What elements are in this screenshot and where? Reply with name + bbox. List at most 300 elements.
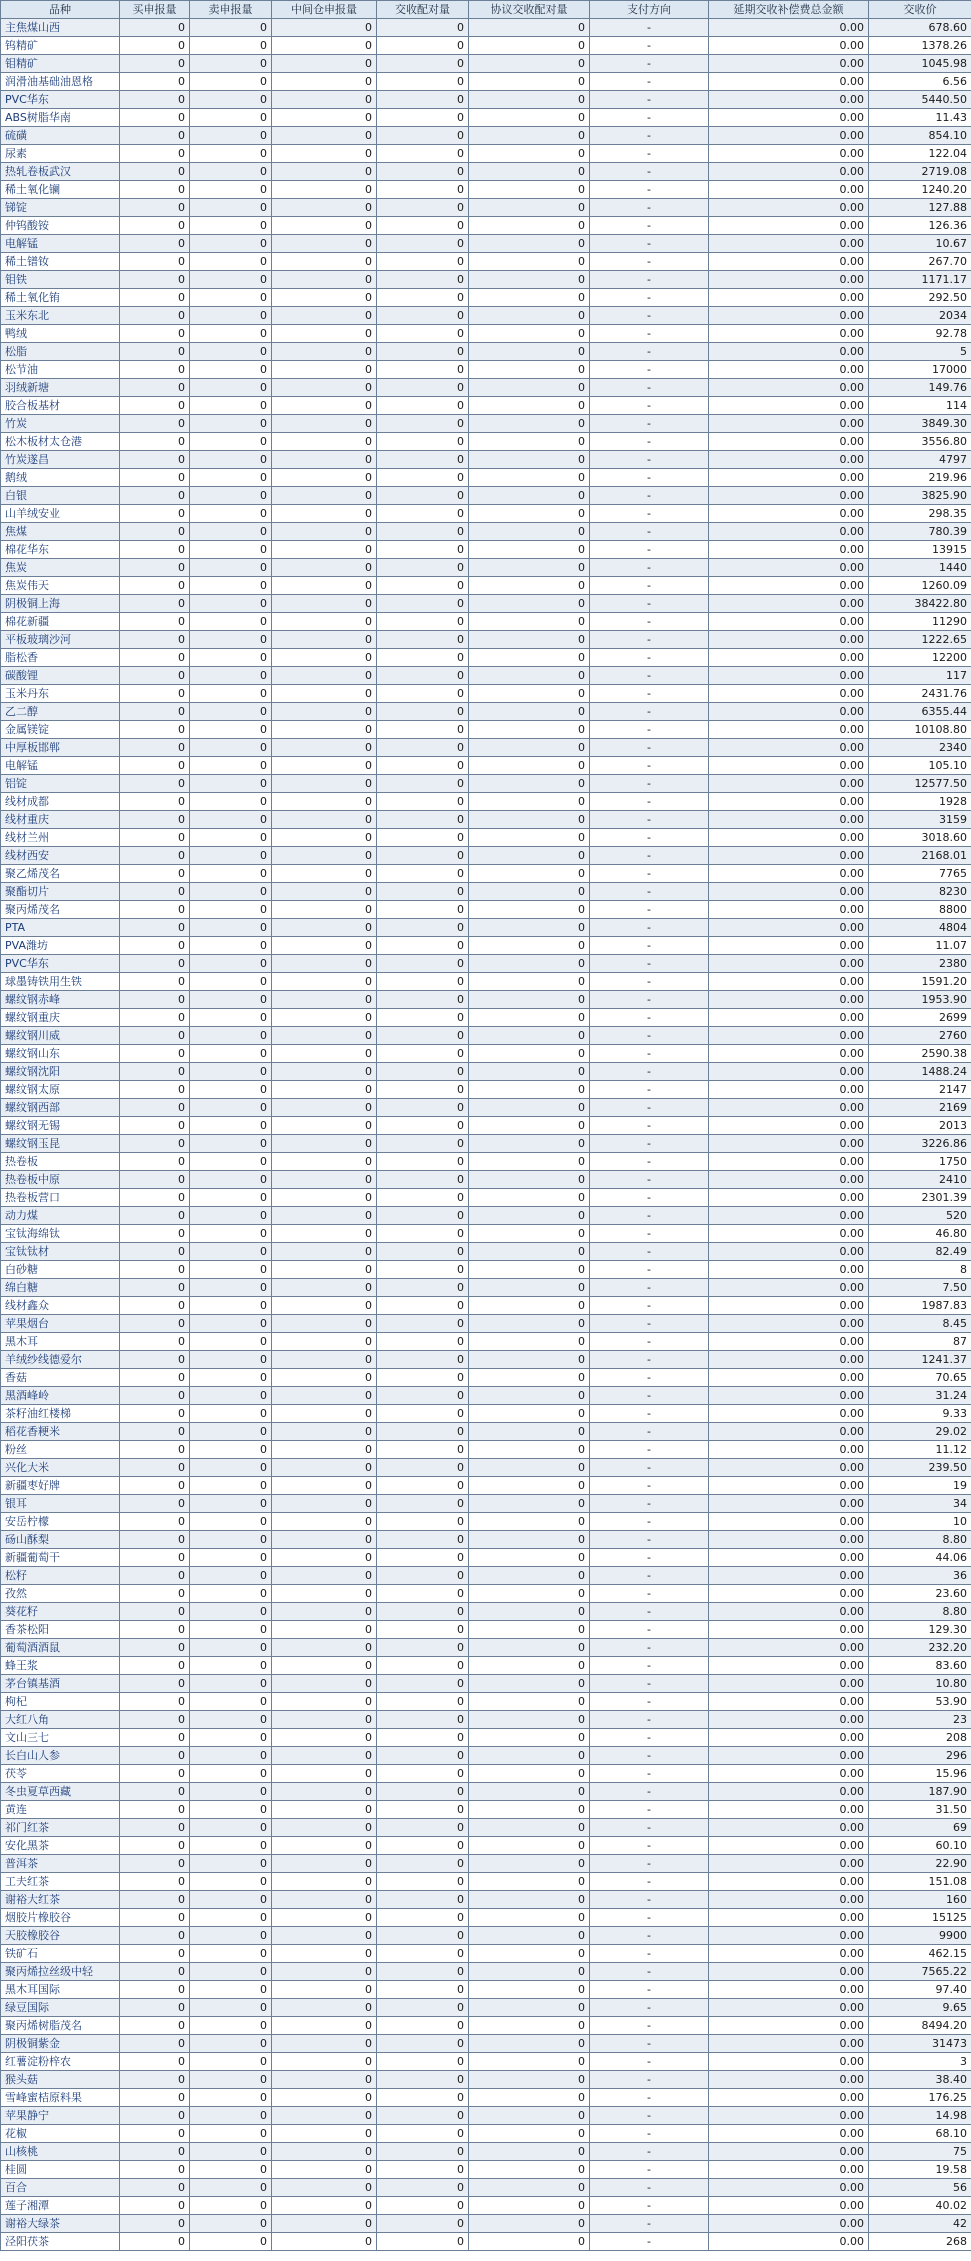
cell-matched-volume: 0: [377, 1027, 469, 1045]
cell-middle-warehouse: 0: [272, 865, 377, 883]
cell-variety: 苹果烟台: [1, 1315, 120, 1333]
cell-compensation-total: 0.00: [709, 559, 869, 577]
cell-variety: 安岳柠檬: [1, 1513, 120, 1531]
cell-sell-declared: 0: [190, 2071, 272, 2089]
cell-buy-declared: 0: [120, 1981, 190, 1999]
cell-agreement-matched: 0: [469, 2179, 590, 2197]
cell-delivery-price: 38.40: [869, 2071, 971, 2089]
cell-delivery-price: 854.10: [869, 127, 971, 145]
cell-payment-direction: -: [590, 721, 709, 739]
cell-middle-warehouse: 0: [272, 1549, 377, 1567]
cell-compensation-total: 0.00: [709, 1027, 869, 1045]
cell-delivery-price: 1987.83: [869, 1297, 971, 1315]
cell-matched-volume: 0: [377, 901, 469, 919]
cell-variety: 螺纹钢玉昆: [1, 1135, 120, 1153]
cell-agreement-matched: 0: [469, 415, 590, 433]
cell-delivery-price: 19.58: [869, 2161, 971, 2179]
cell-compensation-total: 0.00: [709, 1171, 869, 1189]
cell-variety: 山羊绒安业: [1, 505, 120, 523]
cell-delivery-price: 8.80: [869, 1531, 971, 1549]
cell-buy-declared: 0: [120, 1513, 190, 1531]
cell-compensation-total: 0.00: [709, 613, 869, 631]
cell-compensation-total: 0.00: [709, 1441, 869, 1459]
table-row: [1, 1153, 971, 1171]
cell-buy-declared: 0: [120, 1405, 190, 1423]
cell-payment-direction: -: [590, 2053, 709, 2071]
cell-buy-declared: 0: [120, 1441, 190, 1459]
cell-agreement-matched: 0: [469, 1423, 590, 1441]
cell-payment-direction: -: [590, 91, 709, 109]
cell-sell-declared: 0: [190, 1513, 272, 1531]
cell-sell-declared: 0: [190, 73, 272, 91]
cell-delivery-price: 70.65: [869, 1369, 971, 1387]
cell-sell-declared: 0: [190, 1279, 272, 1297]
cell-variety: 葡萄酒酒鼠: [1, 1639, 120, 1657]
cell-agreement-matched: 0: [469, 469, 590, 487]
table-row: [1, 1657, 971, 1675]
cell-sell-declared: 0: [190, 667, 272, 685]
cell-delivery-price: 1440: [869, 559, 971, 577]
cell-payment-direction: -: [590, 397, 709, 415]
cell-middle-warehouse: 0: [272, 1477, 377, 1495]
table-row: [1, 487, 971, 505]
cell-sell-declared: 0: [190, 1027, 272, 1045]
cell-variety: 黑酒峰岭: [1, 1387, 120, 1405]
cell-matched-volume: 0: [377, 703, 469, 721]
cell-compensation-total: 0.00: [709, 145, 869, 163]
cell-agreement-matched: 0: [469, 757, 590, 775]
cell-matched-volume: 0: [377, 361, 469, 379]
cell-agreement-matched: 0: [469, 1243, 590, 1261]
cell-buy-declared: 0: [120, 1189, 190, 1207]
cell-compensation-total: 0.00: [709, 1297, 869, 1315]
cell-agreement-matched: 0: [469, 289, 590, 307]
cell-payment-direction: -: [590, 127, 709, 145]
cell-compensation-total: 0.00: [709, 2071, 869, 2089]
cell-sell-declared: 0: [190, 991, 272, 1009]
cell-agreement-matched: 0: [469, 541, 590, 559]
cell-delivery-price: 60.10: [869, 1837, 971, 1855]
cell-agreement-matched: 0: [469, 2143, 590, 2161]
cell-matched-volume: 0: [377, 2215, 469, 2233]
cell-buy-declared: 0: [120, 325, 190, 343]
cell-matched-volume: 0: [377, 1045, 469, 1063]
cell-sell-declared: 0: [190, 2053, 272, 2071]
cell-payment-direction: -: [590, 865, 709, 883]
cell-delivery-price: 3226.86: [869, 1135, 971, 1153]
cell-agreement-matched: 0: [469, 1333, 590, 1351]
cell-matched-volume: 0: [377, 1189, 469, 1207]
cell-variety: 棉花华东: [1, 541, 120, 559]
cell-payment-direction: -: [590, 325, 709, 343]
cell-agreement-matched: 0: [469, 1441, 590, 1459]
cell-sell-declared: 0: [190, 1855, 272, 1873]
cell-payment-direction: -: [590, 1765, 709, 1783]
cell-payment-direction: -: [590, 181, 709, 199]
cell-sell-declared: 0: [190, 1873, 272, 1891]
cell-compensation-total: 0.00: [709, 793, 869, 811]
cell-delivery-price: 127.88: [869, 199, 971, 217]
cell-sell-declared: 0: [190, 739, 272, 757]
cell-delivery-price: 8494.20: [869, 2017, 971, 2035]
cell-buy-declared: 0: [120, 379, 190, 397]
table-row: [1, 1837, 971, 1855]
cell-matched-volume: 0: [377, 1441, 469, 1459]
cell-buy-declared: 0: [120, 1009, 190, 1027]
cell-middle-warehouse: 0: [272, 1675, 377, 1693]
cell-compensation-total: 0.00: [709, 1783, 869, 1801]
cell-matched-volume: 0: [377, 253, 469, 271]
cell-middle-warehouse: 0: [272, 2107, 377, 2125]
cell-matched-volume: 0: [377, 631, 469, 649]
cell-delivery-price: 462.15: [869, 1945, 971, 1963]
cell-variety: 螺纹钢川威: [1, 1027, 120, 1045]
table-row: [1, 1855, 971, 1873]
cell-matched-volume: 0: [377, 1981, 469, 1999]
table-row: [1, 307, 971, 325]
cell-delivery-price: 23.60: [869, 1585, 971, 1603]
cell-sell-declared: 0: [190, 1999, 272, 2017]
cell-matched-volume: 0: [377, 145, 469, 163]
cell-variety: 大红八角: [1, 1711, 120, 1729]
cell-agreement-matched: 0: [469, 883, 590, 901]
cell-buy-declared: 0: [120, 1315, 190, 1333]
table-row: [1, 1783, 971, 1801]
cell-sell-declared: 0: [190, 523, 272, 541]
cell-middle-warehouse: 0: [272, 613, 377, 631]
cell-sell-declared: 0: [190, 703, 272, 721]
cell-compensation-total: 0.00: [709, 1387, 869, 1405]
cell-buy-declared: 0: [120, 883, 190, 901]
cell-matched-volume: 0: [377, 811, 469, 829]
cell-middle-warehouse: 0: [272, 181, 377, 199]
cell-matched-volume: 0: [377, 91, 469, 109]
cell-payment-direction: -: [590, 1243, 709, 1261]
header-middle-warehouse: 中间仓申报量: [272, 1, 377, 19]
cell-buy-declared: 0: [120, 1279, 190, 1297]
cell-middle-warehouse: 0: [272, 919, 377, 937]
cell-agreement-matched: 0: [469, 973, 590, 991]
cell-buy-declared: 0: [120, 775, 190, 793]
cell-variety: 平板玻璃沙河: [1, 631, 120, 649]
cell-sell-declared: 0: [190, 487, 272, 505]
cell-middle-warehouse: 0: [272, 1873, 377, 1891]
cell-agreement-matched: 0: [469, 271, 590, 289]
cell-compensation-total: 0.00: [709, 1405, 869, 1423]
cell-middle-warehouse: 0: [272, 2179, 377, 2197]
table-row: [1, 19, 971, 37]
cell-agreement-matched: 0: [469, 1711, 590, 1729]
cell-agreement-matched: 0: [469, 2071, 590, 2089]
cell-agreement-matched: 0: [469, 19, 590, 37]
cell-middle-warehouse: 0: [272, 289, 377, 307]
cell-buy-declared: 0: [120, 127, 190, 145]
cell-matched-volume: 0: [377, 1531, 469, 1549]
cell-middle-warehouse: 0: [272, 1603, 377, 1621]
cell-matched-volume: 0: [377, 1495, 469, 1513]
cell-agreement-matched: 0: [469, 1999, 590, 2017]
table-row: [1, 1675, 971, 1693]
table-row: [1, 1081, 971, 1099]
table-row: [1, 1981, 971, 1999]
cell-payment-direction: -: [590, 1531, 709, 1549]
cell-payment-direction: -: [590, 1333, 709, 1351]
cell-sell-declared: 0: [190, 433, 272, 451]
header-variety: 品种: [1, 1, 120, 19]
cell-payment-direction: -: [590, 1009, 709, 1027]
cell-matched-volume: 0: [377, 847, 469, 865]
table-row: [1, 1549, 971, 1567]
cell-compensation-total: 0.00: [709, 541, 869, 559]
cell-buy-declared: 0: [120, 235, 190, 253]
cell-delivery-price: 6355.44: [869, 703, 971, 721]
cell-middle-warehouse: 0: [272, 1081, 377, 1099]
table-row: [1, 1999, 971, 2017]
cell-agreement-matched: 0: [469, 1225, 590, 1243]
cell-matched-volume: 0: [377, 1999, 469, 2017]
cell-payment-direction: -: [590, 1369, 709, 1387]
cell-payment-direction: -: [590, 1549, 709, 1567]
cell-payment-direction: -: [590, 523, 709, 541]
cell-sell-declared: 0: [190, 1657, 272, 1675]
cell-compensation-total: 0.00: [709, 505, 869, 523]
cell-variety: 松节油: [1, 361, 120, 379]
cell-middle-warehouse: 0: [272, 2215, 377, 2233]
cell-compensation-total: 0.00: [709, 1081, 869, 1099]
cell-middle-warehouse: 0: [272, 2143, 377, 2161]
cell-buy-declared: 0: [120, 613, 190, 631]
table-row: [1, 1315, 971, 1333]
table-row: [1, 127, 971, 145]
cell-delivery-price: 219.96: [869, 469, 971, 487]
cell-middle-warehouse: 0: [272, 361, 377, 379]
cell-buy-declared: 0: [120, 361, 190, 379]
cell-buy-declared: 0: [120, 1639, 190, 1657]
cell-middle-warehouse: 0: [272, 397, 377, 415]
cell-payment-direction: -: [590, 109, 709, 127]
cell-variety: 中厚板邯郸: [1, 739, 120, 757]
cell-payment-direction: -: [590, 1891, 709, 1909]
cell-agreement-matched: 0: [469, 1027, 590, 1045]
cell-matched-volume: 0: [377, 1945, 469, 1963]
cell-delivery-price: 3825.90: [869, 487, 971, 505]
cell-delivery-price: 7565.22: [869, 1963, 971, 1981]
cell-middle-warehouse: 0: [272, 685, 377, 703]
table-row: [1, 1243, 971, 1261]
cell-buy-declared: 0: [120, 415, 190, 433]
cell-delivery-price: 1378.26: [869, 37, 971, 55]
cell-compensation-total: 0.00: [709, 1693, 869, 1711]
cell-variety: 阴极铜紫金: [1, 2035, 120, 2053]
cell-matched-volume: 0: [377, 2017, 469, 2035]
cell-buy-declared: 0: [120, 1549, 190, 1567]
cell-compensation-total: 0.00: [709, 1333, 869, 1351]
cell-matched-volume: 0: [377, 217, 469, 235]
table-row: [1, 2017, 971, 2035]
cell-compensation-total: 0.00: [709, 1279, 869, 1297]
cell-payment-direction: -: [590, 1135, 709, 1153]
cell-variety: 银耳: [1, 1495, 120, 1513]
cell-buy-declared: 0: [120, 1855, 190, 1873]
cell-buy-declared: 0: [120, 469, 190, 487]
cell-middle-warehouse: 0: [272, 721, 377, 739]
cell-agreement-matched: 0: [469, 2161, 590, 2179]
cell-buy-declared: 0: [120, 1351, 190, 1369]
cell-middle-warehouse: 0: [272, 325, 377, 343]
cell-sell-declared: 0: [190, 1945, 272, 1963]
cell-buy-declared: 0: [120, 793, 190, 811]
cell-compensation-total: 0.00: [709, 397, 869, 415]
cell-middle-warehouse: 0: [272, 991, 377, 1009]
cell-compensation-total: 0.00: [709, 1261, 869, 1279]
cell-buy-declared: 0: [120, 649, 190, 667]
cell-matched-volume: 0: [377, 1171, 469, 1189]
cell-matched-volume: 0: [377, 451, 469, 469]
cell-variety: 砀山酥梨: [1, 1531, 120, 1549]
table-row: [1, 541, 971, 559]
cell-middle-warehouse: 0: [272, 1585, 377, 1603]
table-row: [1, 1441, 971, 1459]
cell-payment-direction: -: [590, 2107, 709, 2125]
cell-delivery-price: 2380: [869, 955, 971, 973]
cell-middle-warehouse: 0: [272, 271, 377, 289]
cell-payment-direction: -: [590, 451, 709, 469]
cell-compensation-total: 0.00: [709, 1675, 869, 1693]
cell-payment-direction: -: [590, 1585, 709, 1603]
cell-buy-declared: 0: [120, 2125, 190, 2143]
cell-matched-volume: 0: [377, 127, 469, 145]
cell-matched-volume: 0: [377, 721, 469, 739]
cell-delivery-price: 1953.90: [869, 991, 971, 1009]
cell-compensation-total: 0.00: [709, 1657, 869, 1675]
cell-buy-declared: 0: [120, 91, 190, 109]
cell-delivery-price: 208: [869, 1729, 971, 1747]
cell-delivery-price: 10.80: [869, 1675, 971, 1693]
cell-compensation-total: 0.00: [709, 1747, 869, 1765]
cell-compensation-total: 0.00: [709, 1999, 869, 2017]
cell-matched-volume: 0: [377, 1855, 469, 1873]
cell-middle-warehouse: 0: [272, 577, 377, 595]
cell-matched-volume: 0: [377, 1657, 469, 1675]
cell-variety: 稀土氧化铕: [1, 289, 120, 307]
cell-variety: 棉花新疆: [1, 613, 120, 631]
cell-sell-declared: 0: [190, 451, 272, 469]
cell-payment-direction: -: [590, 1423, 709, 1441]
cell-buy-declared: 0: [120, 1063, 190, 1081]
cell-buy-declared: 0: [120, 1801, 190, 1819]
cell-variety: 铝锭: [1, 775, 120, 793]
cell-buy-declared: 0: [120, 595, 190, 613]
cell-payment-direction: -: [590, 1657, 709, 1675]
cell-agreement-matched: 0: [469, 1459, 590, 1477]
cell-sell-declared: 0: [190, 865, 272, 883]
cell-payment-direction: -: [590, 1873, 709, 1891]
table-row: [1, 721, 971, 739]
cell-payment-direction: -: [590, 1045, 709, 1063]
table-row: [1, 1009, 971, 1027]
cell-sell-declared: 0: [190, 1423, 272, 1441]
table-row: [1, 163, 971, 181]
table-row: [1, 559, 971, 577]
cell-agreement-matched: 0: [469, 1657, 590, 1675]
cell-middle-warehouse: 0: [272, 901, 377, 919]
cell-matched-volume: 0: [377, 1207, 469, 1225]
cell-agreement-matched: 0: [469, 1693, 590, 1711]
cell-delivery-price: 187.90: [869, 1783, 971, 1801]
cell-agreement-matched: 0: [469, 901, 590, 919]
cell-payment-direction: -: [590, 991, 709, 1009]
cell-matched-volume: 0: [377, 1477, 469, 1495]
cell-agreement-matched: 0: [469, 955, 590, 973]
cell-buy-declared: 0: [120, 685, 190, 703]
cell-agreement-matched: 0: [469, 217, 590, 235]
cell-sell-declared: 0: [190, 127, 272, 145]
cell-agreement-matched: 0: [469, 343, 590, 361]
cell-middle-warehouse: 0: [272, 1909, 377, 1927]
cell-matched-volume: 0: [377, 1297, 469, 1315]
cell-buy-declared: 0: [120, 559, 190, 577]
cell-compensation-total: 0.00: [709, 199, 869, 217]
cell-variety: 松脂: [1, 343, 120, 361]
cell-variety: PVC华东: [1, 955, 120, 973]
cell-buy-declared: 0: [120, 109, 190, 127]
cell-buy-declared: 0: [120, 1963, 190, 1981]
cell-buy-declared: 0: [120, 2035, 190, 2053]
cell-delivery-price: 69: [869, 1819, 971, 1837]
cell-middle-warehouse: 0: [272, 1567, 377, 1585]
cell-sell-declared: 0: [190, 2143, 272, 2161]
cell-variety: 普洱茶: [1, 1855, 120, 1873]
cell-payment-direction: -: [590, 1837, 709, 1855]
cell-agreement-matched: 0: [469, 37, 590, 55]
cell-payment-direction: -: [590, 1171, 709, 1189]
cell-matched-volume: 0: [377, 19, 469, 37]
table-row: [1, 1387, 971, 1405]
cell-agreement-matched: 0: [469, 1099, 590, 1117]
cell-payment-direction: -: [590, 793, 709, 811]
cell-buy-declared: 0: [120, 1657, 190, 1675]
cell-sell-declared: 0: [190, 361, 272, 379]
cell-buy-declared: 0: [120, 1477, 190, 1495]
cell-middle-warehouse: 0: [272, 19, 377, 37]
cell-agreement-matched: 0: [469, 1045, 590, 1063]
cell-payment-direction: -: [590, 361, 709, 379]
cell-buy-declared: 0: [120, 1297, 190, 1315]
cell-middle-warehouse: 0: [272, 2161, 377, 2179]
cell-matched-volume: 0: [377, 1423, 469, 1441]
cell-variety: 茅台镇基酒: [1, 1675, 120, 1693]
cell-buy-declared: 0: [120, 181, 190, 199]
cell-sell-declared: 0: [190, 685, 272, 703]
cell-agreement-matched: 0: [469, 1819, 590, 1837]
cell-matched-volume: 0: [377, 739, 469, 757]
cell-payment-direction: -: [590, 1729, 709, 1747]
cell-agreement-matched: 0: [469, 2107, 590, 2125]
cell-sell-declared: 0: [190, 1369, 272, 1387]
cell-middle-warehouse: 0: [272, 1999, 377, 2017]
table-row: [1, 2233, 971, 2251]
cell-matched-volume: 0: [377, 649, 469, 667]
cell-buy-declared: 0: [120, 19, 190, 37]
table-row: [1, 199, 971, 217]
cell-sell-declared: 0: [190, 901, 272, 919]
cell-buy-declared: 0: [120, 1747, 190, 1765]
cell-sell-declared: 0: [190, 1549, 272, 1567]
cell-compensation-total: 0.00: [709, 523, 869, 541]
cell-sell-declared: 0: [190, 1207, 272, 1225]
cell-delivery-price: 12200: [869, 649, 971, 667]
cell-agreement-matched: 0: [469, 1513, 590, 1531]
